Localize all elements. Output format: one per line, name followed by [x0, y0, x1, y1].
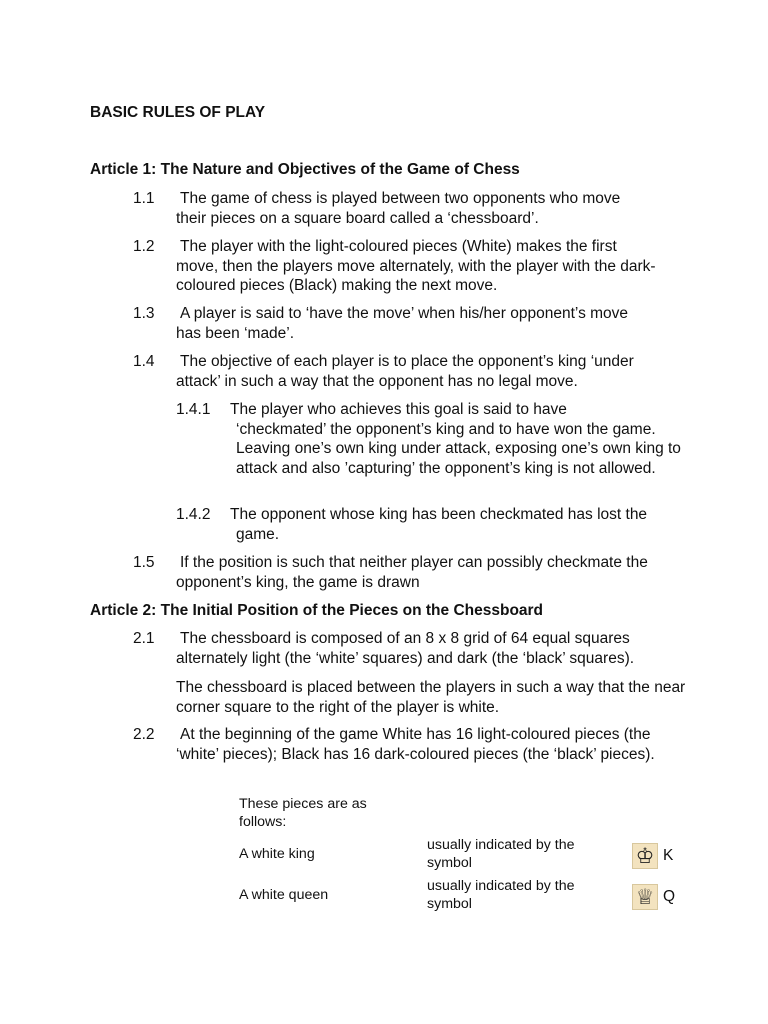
- rule-text: The player who achieves this goal is said to have ‘checkmated’ the opponent’s king and to have won the game. Leaving one’s own king under attack, exposing one’s own king to attack and also ’capturing’ the opponent’s king is not allowed.: [230, 401, 681, 477]
- rule-text: If the position is such that neither player can possibly checkmate the opponent’s king, the game is drawn: [176, 554, 648, 591]
- piece-name: A white queen: [239, 887, 329, 903]
- white-king-icon: ♔: [632, 843, 658, 869]
- article-2-heading: Article 2: The Initial Position of the Pieces on the Chessboard: [90, 602, 544, 619]
- rule-2-1-paragraph: The chessboard is placed between the players in such a way that the near corner square to the right of the player is white.: [176, 679, 686, 716]
- rule-number: 2.1: [133, 630, 155, 647]
- rule-text: The opponent whose king has been checkmated has lost the game.: [230, 506, 648, 543]
- rule-text: The objective of each player is to place the opponent’s king ‘under attack’ in such a way that the opponent has no legal move.: [176, 353, 634, 390]
- rule-text: A player is said to ‘have the move’ when his/her opponent’s move has been ‘made’.: [176, 305, 629, 342]
- rule-number: 1.4.1: [176, 401, 211, 418]
- rule-text: The player with the light-coloured pieces (White) makes the first move, then the players move alternately, with the player with the dark-coloured pieces (Black) making the next move.: [176, 238, 656, 294]
- rule-number: 1.5: [133, 554, 155, 571]
- rule-text: The game of chess is played between two opponents who move their pieces on a square board called a ‘chessboard’.: [176, 190, 621, 227]
- rule-text: At the beginning of the game White has 16 light-coloured pieces (the ‘white’ pieces); Black has 16 dark-coloured pieces (the ‘black’ pieces).: [176, 726, 655, 763]
- rule-text: The chessboard is composed of an 8 x 8 grid of 64 equal squares alternately light (the ‘white’ squares) and dark (the ‘black’ squares).: [176, 630, 635, 667]
- piece-letter: Q: [663, 888, 676, 905]
- piece-description: usually indicated by the symbol: [427, 878, 575, 912]
- piece-description: usually indicated by the symbol: [427, 837, 575, 871]
- white-queen-icon: ♕: [632, 884, 658, 910]
- rule-number: 2.2: [133, 726, 155, 743]
- rule-number: 1.2: [133, 238, 155, 255]
- article-1-heading: Article 1: The Nature and Objectives of the Game of Chess: [90, 161, 520, 178]
- document-title: BASIC RULES OF PLAY: [90, 104, 266, 121]
- pieces-intro: These pieces are as follows:: [239, 796, 367, 830]
- piece-name: A white king: [239, 846, 315, 862]
- rule-number: 1.3: [133, 305, 155, 322]
- rule-number: 1.4.2: [176, 506, 211, 523]
- rule-number: 1.4: [133, 353, 155, 370]
- piece-letter: K: [663, 847, 674, 864]
- rule-number: 1.1: [133, 190, 155, 207]
